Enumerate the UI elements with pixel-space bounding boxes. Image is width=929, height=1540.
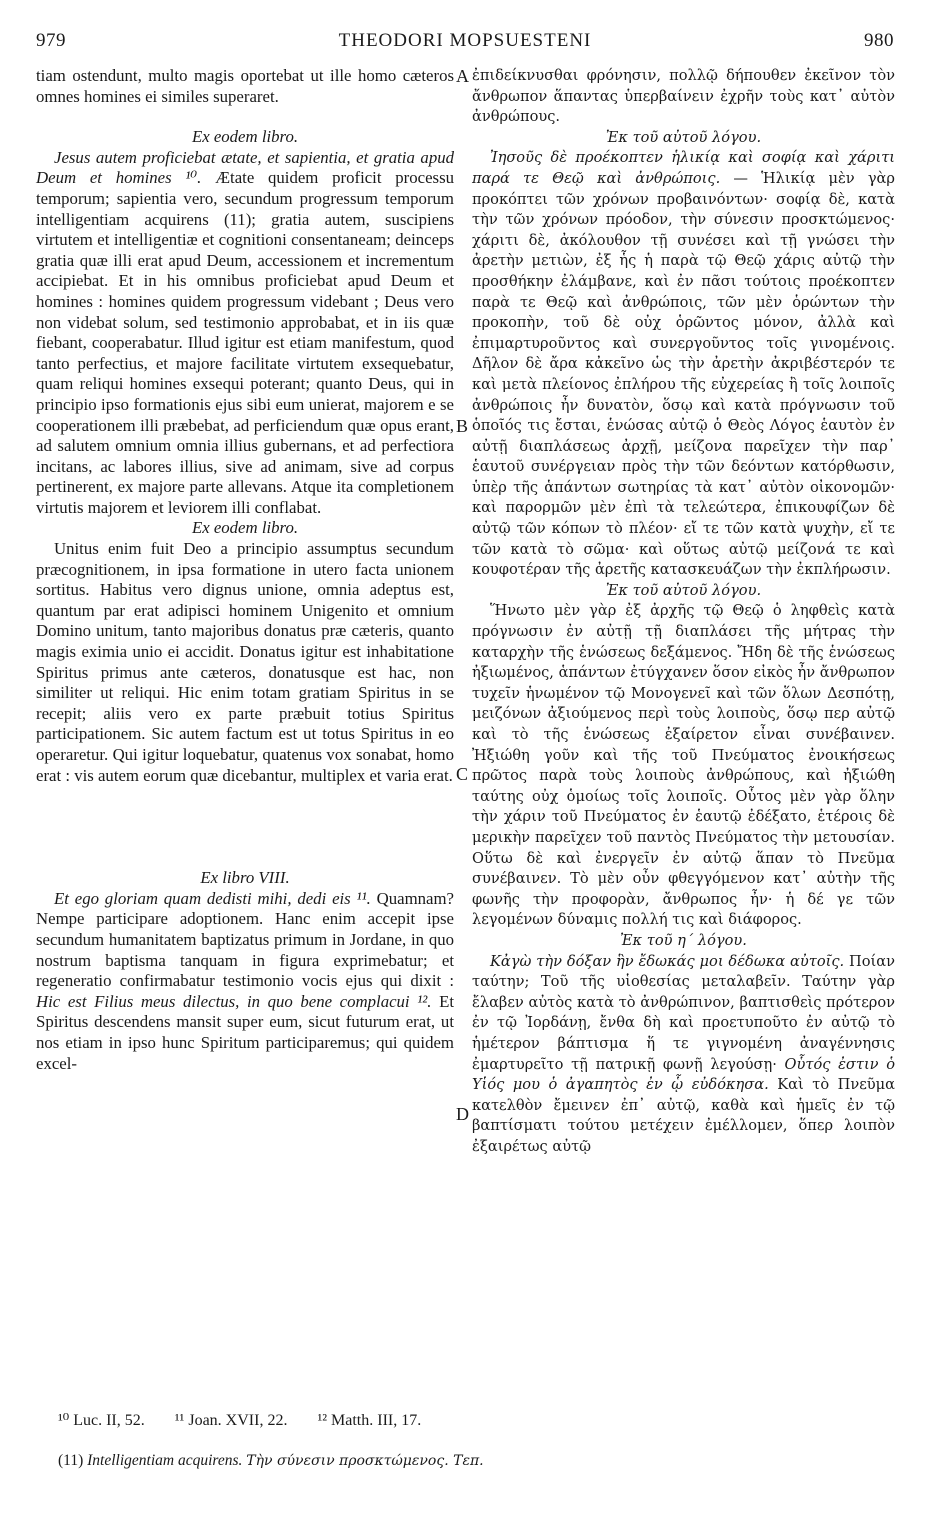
editorial-note-number: (11) <box>58 1452 84 1469</box>
latin-para-3: Unitus enim fuit Deo a principio assumptus secundum præcognitionem, in ipsa formatione in utero facta unionem sortitus. Habitus vero dignus unione, omnia adeptus est, quantum par erat adipisci hominem Unigenito et omnium Domino unitum, tanto majoribus donatus præ cæteris, quanto magis eximia unio ei accidit. Donatus igitur est inhabitatione Spiritus primus ante cæteros, donatusque est hac, non similiter ut reliqui. Hic enim totam gratiam Spiritus in se recepit; aliis vero ex parte præbuit totius Spiritus participationem. Sic autem factum est ut totus Spiritus in eo operaretur. Qui igitur loquebatur, quatenus vox sonabat, homo erat : vis autem eorum quæ dicebantur, multiplex et varia erat. <box>36 539 454 785</box>
greek-column <box>472 66 895 1157</box>
latin-section-heading-3: Ex libro VIII. <box>200 868 290 888</box>
greek-scripture-quote-3: Οὗτός ἐστιν ὁ Υἱός μου ὁ ἀγαπητὸς ἐν ᾧ εὐδόκησα. <box>472 1055 895 1094</box>
latin-para-4 <box>36 889 454 1074</box>
margin-marker-a: A <box>456 66 469 86</box>
latin-para-4-text-b: Et Spiritus descendens mansit super eum, sicut futurum erat, ut nos etiam in ipso hunc Spiritum participaremus; qui quidem excel- <box>36 991 454 1073</box>
latin-section-heading-1: Ex eodem libro. <box>191 127 299 147</box>
greek-para-2 <box>472 148 895 580</box>
footnote-10: ¹⁰ Luc. II, 52. <box>58 1412 145 1429</box>
latin-para-2 <box>36 148 454 519</box>
margin-marker-c: C <box>456 764 469 784</box>
running-header <box>36 30 894 54</box>
greek-scripture-quote-1: Ἰησοῦς δὲ προέκοπτεν ἡλικίᾳ καὶ σοφίᾳ καὶ χάριτι παρά τε Θεῷ καὶ ἀνθρώποις. <box>472 149 895 187</box>
latin-column <box>36 66 454 1074</box>
page-number-right: 980 <box>864 30 894 51</box>
latin-para-1: tiam ostendunt, multo magis oportebat ut ille homo cæteros omnes homines ei similes superaret. <box>36 66 454 106</box>
running-title: THEODORI MOPSUESTENI <box>338 30 592 51</box>
editorial-note-latin: Intelligentiam acquirens. <box>87 1452 243 1469</box>
greek-section-heading-2: Ἐκ τοῦ αὐτοῦ λόγου. <box>605 581 762 599</box>
greek-para-2-text: — Ἡλικίᾳ μὲν γὰρ προκόπτει τῶν χρόνων προβαινόντων· σοφίᾳ δὲ, κατὰ τὴν τῶν χρόνων πρόοδον, τὴν σύνεσιν προσκτώμενος· χάριτι δὲ, ἀκόλουθον τῇ συνέσει καὶ τῇ γνώσει τὴν ἀρετὴν μετιὼν, ἐξ ἧς ἡ παρὰ τῷ Θεῷ χάρις αὐτῷ τὴν προσθήκην ἐλάμβανε, καὶ ἐν πᾶσι τούτοις προέκοπτεν παρὰ τε Θεῷ καὶ ἀνθρώποις, τῶν μὲν ὁρώντων τὴν προκοπὴν, τοῦ δὲ οὐχ ὁρῶντος μόνον, ἀλλὰ καὶ ἐπιμαρτυροῦντος καὶ συνεργοῦντος τοῖς γινομένοις. Δῆλον δὲ ἄρα κἀκεῖνο ὡς τὴν ἀρετὴν ἀκριβέστερόν τε καὶ μετὰ πλείονος ἐπλήρου τῆς εὐχερείας ἢ τοῖς λοιποῖς ἀνθρώποις ἦν δυνατὸν, ὅσῳ καὶ κατὰ πρόγνωσιν τοῦ ὁποῖός τις ἔσται, ἑνώσας αὐτῷ ὁ Θεὸς Λόγος ἑαυτὸν ἐν αὐτῇ διαπλάσεως ἀρχῇ, μείζονα παρεῖχεν τὴν παρ᾽ ἑαυτοῦ συνέργειαν πρὸς τὴν τῶν δεόντων κατόρθωσιν, ὑπὲρ τῆς ἁπάντων σωτηρίας τὰ κατ᾽ αὐτὸν οἰκονομῶν· καὶ παρορμῶν μὲν ἐπὶ τὰ τελεώτερα, ἐπικουφίζων δὲ αὐτῷ τῶν κόπων τὸ πλέον· εἴ τε τῶν κατὰ ψυχὴν, εἴ τε τῶν κατὰ τὸ σῶμα· καὶ οὕτως αὐτῷ μείζονά τε καὶ κουφοτέραν τῆς ἀρετῆς κατασκευάζων τὴν ἐκπλήρωσιν. <box>472 169 895 579</box>
latin-scripture-quote-3: Hic est Filius meus dilectus, in quo bene complacui ¹². <box>36 991 432 1011</box>
latin-scripture-quote-1: Jesus autem proficiebat ætate, et sapientia, et gratia apud Deum et homines ¹⁰. <box>36 147 454 188</box>
greek-para-3: Ἥνωτο μὲν γὰρ ἐξ ἀρχῆς τῷ Θεῷ ὁ ληφθεὶς κατὰ πρόγνωσιν ἐν αὐτῇ τῇ διαπλάσει τῆς μήτρας τὴν καταρχὴν τῆς ἑνώσεως δεξάμενος. Ἤδη δὲ τῆς ἑνώσεως ἠξιωμένος, ἁπάντων ἐτύγχανεν ὅσον εἰκὸς ἦν ἄνθρωπον τυχεῖν ἡνωμένον τῷ Μονογενεῖ καὶ τῶν ὅλων Δεσπότῃ, μειζόνων ἀξιούμενος περὶ τοὺς λοιποὺς, ὅσῳ περ αὐτῷ καὶ τὸ τῆς ἑνώσεως ἐξαίρετον εἶναι συνέβαινεν. Ἠξιώθη γοῦν καὶ τῆς τοῦ Πνεύματος ἐνοικήσεως πρῶτος παρὰ τοὺς λοιποὺς ἀνθρώπους, καὶ ἠξιώθη ταύτης οὐχ ὁμοίως τοῖς λοιποῖς. Οὗτος μὲν γὰρ ὅλην τὴν χάριν τοῦ Πνεύματος ἐν ἑαυτῷ ἐδέξατο, ἑτέροις δὲ μερικὴν παρεῖχεν τοῦ παντὸς Πνεύματος τὴν μετουσίαν. Οὕτω δὲ καὶ ἐνεργεῖν ἐν αὐτῷ ἅπαν τὸ Πνεῦμα συνέβαινεν. Τὸ μὲν οὖν φθεγγόμενον κατ᾽ αὐτὴν τῆς φωνῆς τὴν προφορὰν, ἄνθρωπος ἦν· ἡ δέ γε τῶν λεγομένων δύναμις πολλή τις καὶ διάφορος. <box>472 602 895 929</box>
latin-para-4-text-a: Quamnam? Nempe participare adoptionem. Hanc enim accepit ipse secundum humanitatem baptizatus primum in Jordane, in quo nostrum baptisma tanquam in figura exprimebatur; et regeneratio confirmabatur testimonio vocis ejus qui dixit : <box>36 888 454 991</box>
latin-scripture-quote-2: Et ego gloriam quam dedisti mihi, dedi eis ¹¹. <box>54 888 371 908</box>
latin-para-2-text: Ætate quidem proficit processu temporum; sapientia vero, secundum progressum temporum intelligentiam acquirens (11); gratia autem, suscipiens virtutem et intelligentiæ et cognitioni consentaneam; deinceps gratia quæ illi erat apud Deum, accessionem et incrementum accipiebat. Et in his omnibus proficiebat apud Deum et homines : homines quidem progressum videbant ; Deus vero non videbat solum, sed testimonio approbabat, et in iis quæ fiebant, cooperabatur. Illud igitur est etiam manifestum, quod tanto perfectius, et majore facilitate virtutem exsequebatur, quam reliqui homines exsequi poterant; quanto Deus, qui in principio ipso formationis ejus sibi eum unierat, majorem e se cooperationem illi præbebat, ad perficiendum quæ opus erant, ad salutem omnium omnia illius gubernans, et ad perfectiora incitans, ac labores illius, sive ad animam, sive ad corpus pertinerent, ex majore parte allevans. Atque ita completionem virtutis majorem et leviorem illi conflabat. <box>36 168 454 517</box>
greek-scripture-quote-2: Κἀγὼ τὴν δόξαν ἣν ἔδωκάς μοι δέδωκα αὐτοῖς. <box>490 952 845 970</box>
greek-para-4 <box>472 952 895 1158</box>
greek-section-heading-1: Ἐκ τοῦ αὐτοῦ λόγου. <box>605 128 762 146</box>
latin-section-heading-2: Ex eodem libro. <box>191 518 299 538</box>
greek-section-heading-3: Ἐκ τοῦ η΄ λόγου. <box>620 931 747 949</box>
footnote-11: ¹¹ Joan. XVII, 22. <box>174 1412 288 1429</box>
margin-marker-d: D <box>456 1104 469 1124</box>
editorial-note <box>58 1452 878 1470</box>
footnote-12: ¹² Matth. III, 17. <box>317 1412 422 1429</box>
page-number-left: 979 <box>36 30 66 51</box>
scripture-footnotes <box>58 1410 858 1430</box>
editorial-note-greek: Τὴν σύνεσιν προσκτώμενος. Τεπ. <box>246 1453 484 1469</box>
greek-para-1: ἐπιδείκνυσθαι φρόνησιν, πολλῷ δήπουθεν ἐκεῖνον τὸν ἄνθρωπον ἅπαντας ὑπερβαίνειν ἐχρῆν τοὺς κατ᾽ αὐτὸν ἀνθρώπους. <box>472 67 895 126</box>
margin-marker-b: B <box>456 416 469 436</box>
greek-para-4-text-b: Καὶ τὸ Πνεῦμα κατελθὸν ἔμεινεν ἐπ᾽ αὐτῷ, καθὰ καὶ ἡμεῖς ἐν τῷ βαπτίσματι τούτου μετέχειν ἐμέλλομεν, ὅπερ λοιπὸν ἐξαιρέτως αὐτῷ <box>472 1076 895 1155</box>
greek-para-4-text-a: Ποίαν ταύτην; Τοῦ τῆς υἱοθεσίας μεταλαβεῖν. Ταύτην γὰρ ἔλαβεν αὐτὸς κατὰ τὸ ἀνθρώπινον, βαπτισθεὶς πρότερον ἐν τῷ Ἰορδάνῃ, ἔνθα δὴ καὶ προετυποῦτο ἐν αὐτῷ τὸ ἡμέτερον βάπτισμα ἥ τε γιγνομένη ἀναγέννησις ἐμαρτυρεῖτο τῇ πατρικῇ φωνῇ λεγούσῃ· <box>472 952 896 1073</box>
